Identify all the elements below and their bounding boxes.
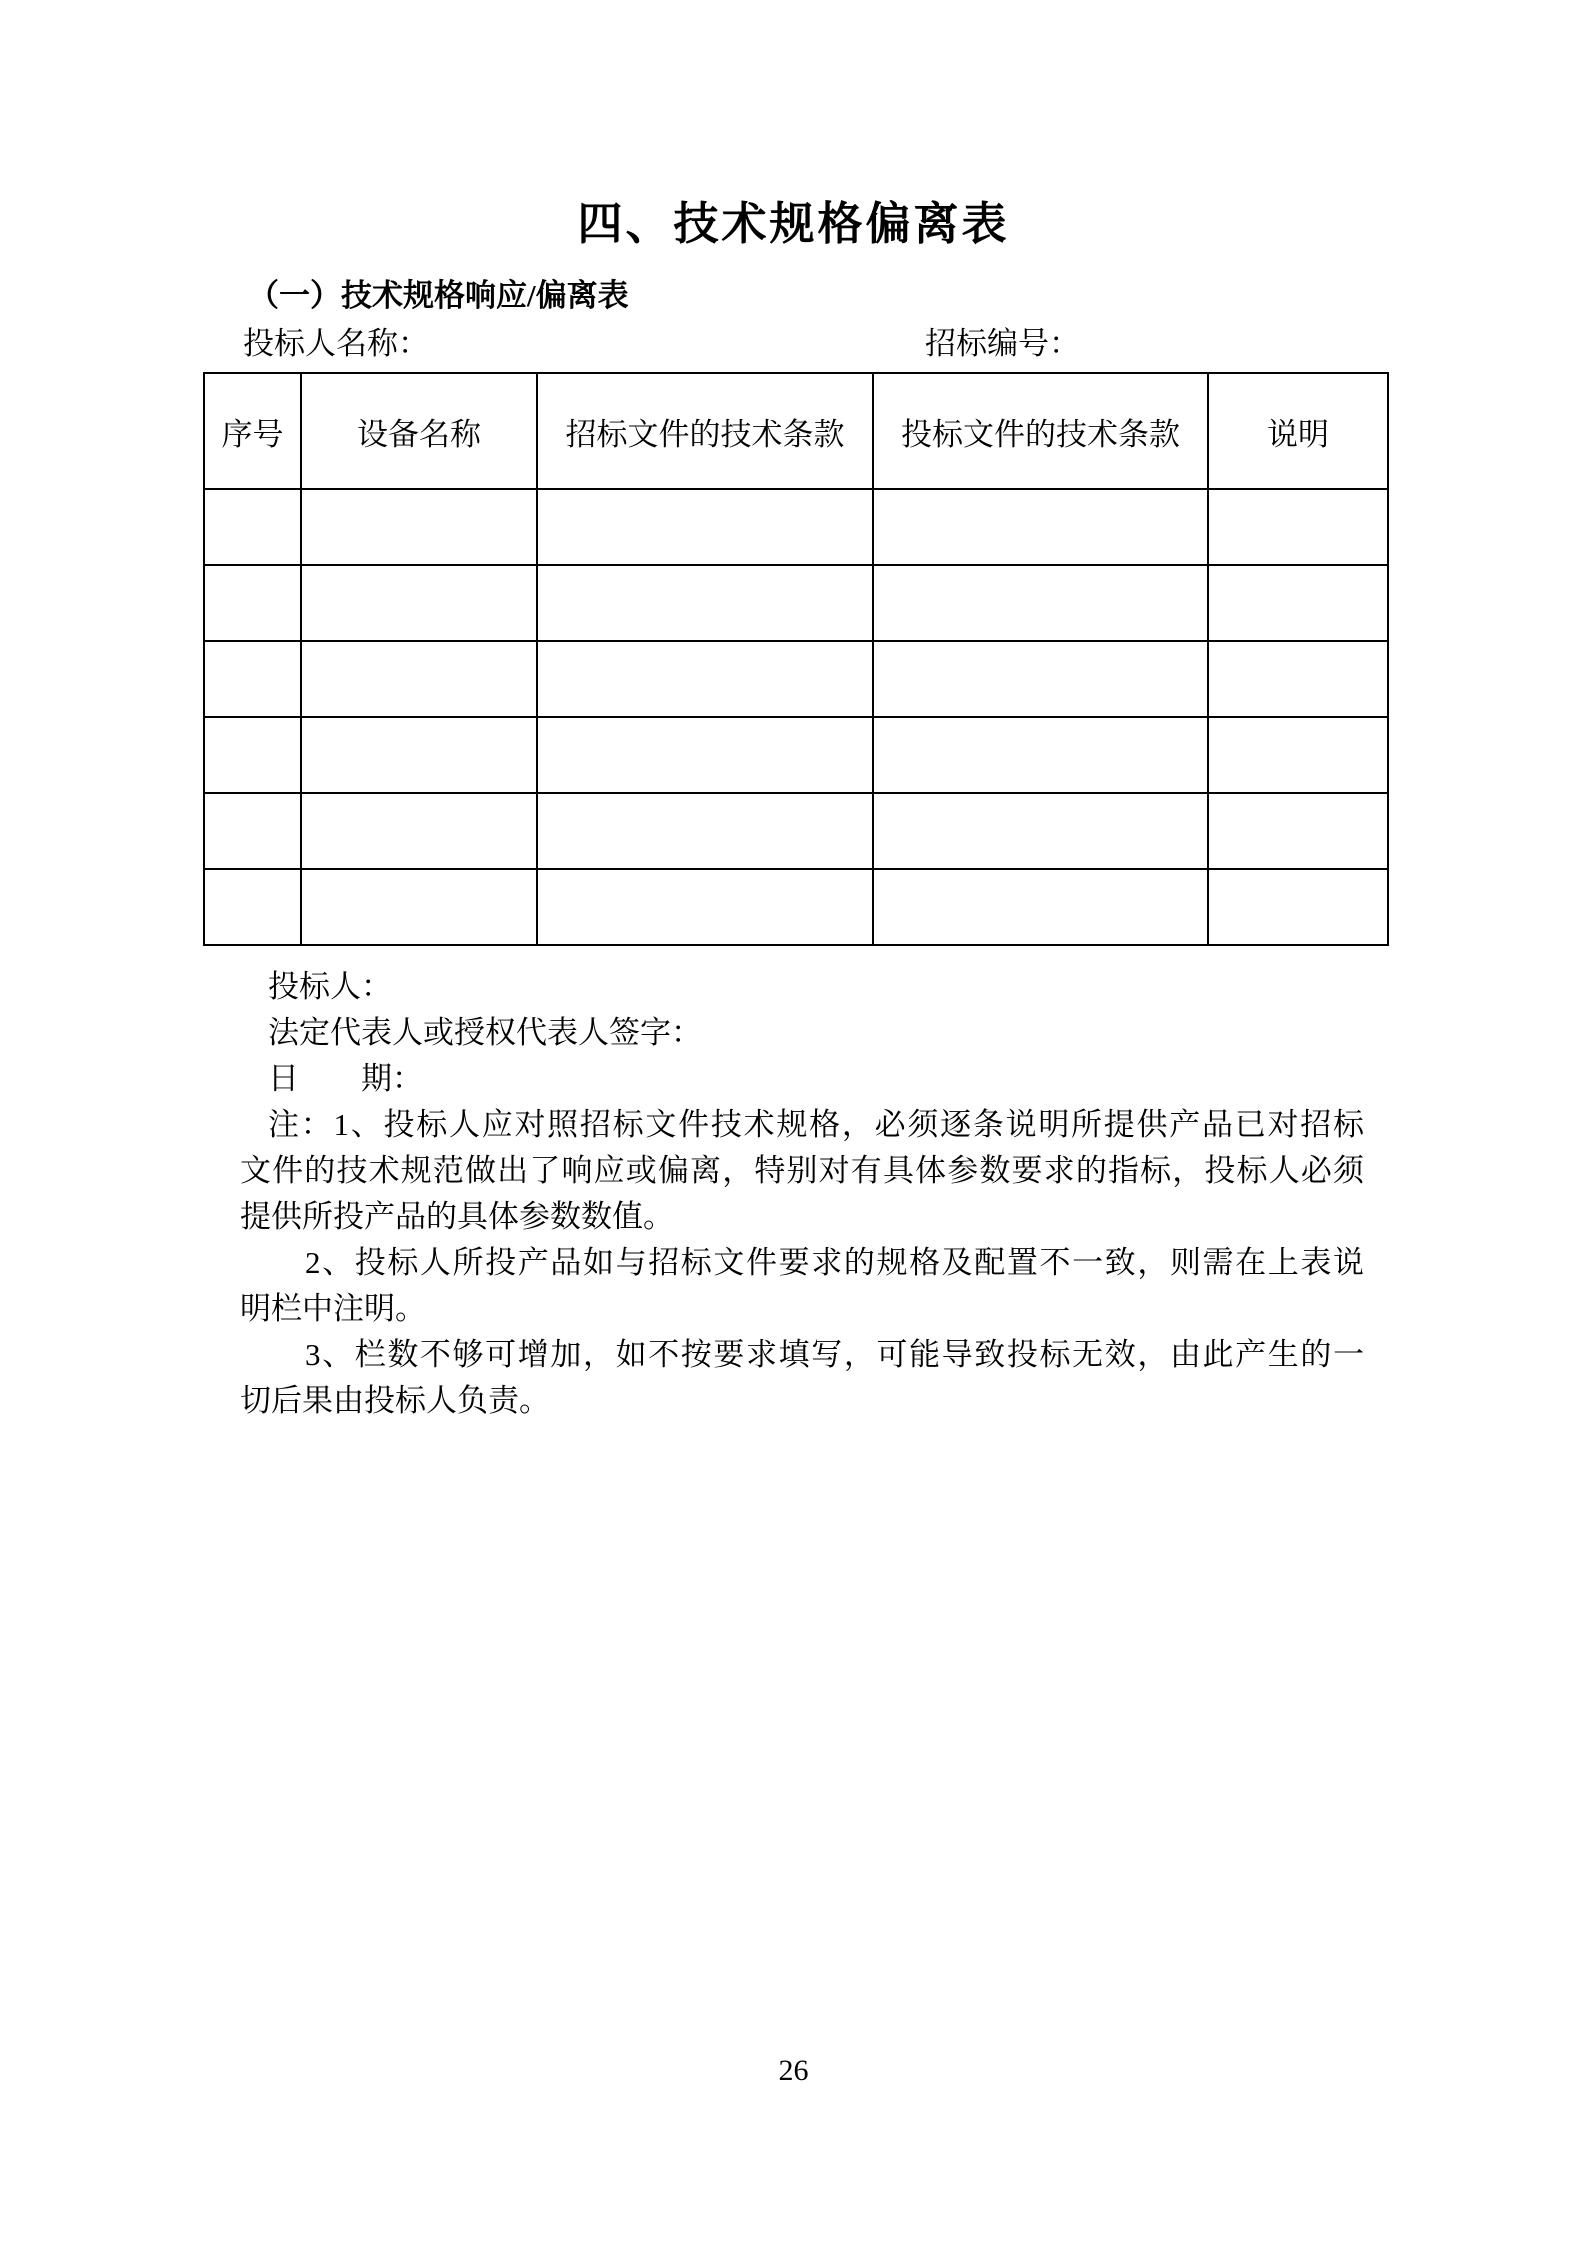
note-line: 明栏中注明。 xyxy=(240,1291,426,1326)
table-row xyxy=(204,565,1388,641)
table-cell xyxy=(1208,489,1388,565)
table-header-row xyxy=(204,373,1388,489)
note-paragraph-1 xyxy=(240,1102,1364,1240)
table-cell xyxy=(301,793,537,869)
table-cell xyxy=(537,489,873,565)
table-cell xyxy=(1208,869,1388,945)
signature-and-notes-block xyxy=(240,964,1364,1424)
table-header-cell-bid-terms: 投标文件的技术条款 xyxy=(873,373,1208,489)
note-paragraph-2 xyxy=(240,1240,1364,1332)
table-cell xyxy=(537,793,873,869)
table-row xyxy=(204,489,1388,565)
table-cell xyxy=(537,717,873,793)
table-cell xyxy=(301,641,537,717)
table-cell xyxy=(301,717,537,793)
table-cell xyxy=(537,565,873,641)
bidder-signature-label: 投标人： xyxy=(268,969,392,1004)
note-line: 提供所投产品的具体参数数值。 xyxy=(240,1199,674,1234)
page-number: 26 xyxy=(778,2054,809,2087)
table-cell xyxy=(301,489,537,565)
table-cell xyxy=(204,869,301,945)
table-cell xyxy=(1208,793,1388,869)
table-header-cell-seq: 序号 xyxy=(204,373,301,489)
table-row xyxy=(204,641,1388,717)
table-cell xyxy=(873,869,1208,945)
table-cell xyxy=(301,565,537,641)
date-label: 日 期： xyxy=(268,1061,423,1096)
table-row xyxy=(204,793,1388,869)
table-cell xyxy=(204,641,301,717)
table-header-cell-remark: 说明 xyxy=(1208,373,1388,489)
note-paragraph-3 xyxy=(240,1332,1364,1424)
table-cell xyxy=(537,869,873,945)
table-cell xyxy=(873,793,1208,869)
note-line: 2、投标人所投产品如与招标文件要求的规格及配置不一致，则需在上表说 xyxy=(305,1245,1364,1280)
table-cell xyxy=(301,869,537,945)
table-row xyxy=(204,717,1388,793)
note-line: 注：1、投标人应对照招标文件技术规格，必须逐条说明所提供产品已对招标 xyxy=(268,1107,1364,1142)
table-cell xyxy=(873,717,1208,793)
table-header-cell-device: 设备名称 xyxy=(301,373,537,489)
bidder-name-label: 投标人名称： xyxy=(243,326,429,361)
table-cell xyxy=(873,641,1208,717)
table-cell xyxy=(204,793,301,869)
representative-signature-label: 法定代表人或授权代表人签字： xyxy=(268,1015,702,1050)
table-row xyxy=(204,869,1388,945)
table-cell xyxy=(204,489,301,565)
table-cell xyxy=(1208,641,1388,717)
page-title: 四、技术规格偏离表 xyxy=(577,199,1010,249)
table-cell xyxy=(204,565,301,641)
note-line: 3、栏数不够可增加，如不按要求填写，可能导致投标无效，由此产生的一 xyxy=(305,1337,1364,1372)
spec-deviation-table xyxy=(203,372,1389,946)
table-cell xyxy=(1208,717,1388,793)
table-header-cell-tender-terms: 招标文件的技术条款 xyxy=(537,373,873,489)
tender-number-label: 招标编号： xyxy=(925,326,1080,361)
table-cell xyxy=(873,489,1208,565)
table-cell xyxy=(1208,565,1388,641)
note-line: 文件的技术规范做出了响应或偏离，特别对有具体参数要求的指标，投标人必须 xyxy=(240,1153,1364,1188)
note-line: 切后果由投标人负责。 xyxy=(240,1383,550,1418)
table-cell xyxy=(873,565,1208,641)
table-cell xyxy=(204,717,301,793)
table-cell xyxy=(537,641,873,717)
section-heading: （一）技术规格响应/偏离表 xyxy=(248,278,629,313)
